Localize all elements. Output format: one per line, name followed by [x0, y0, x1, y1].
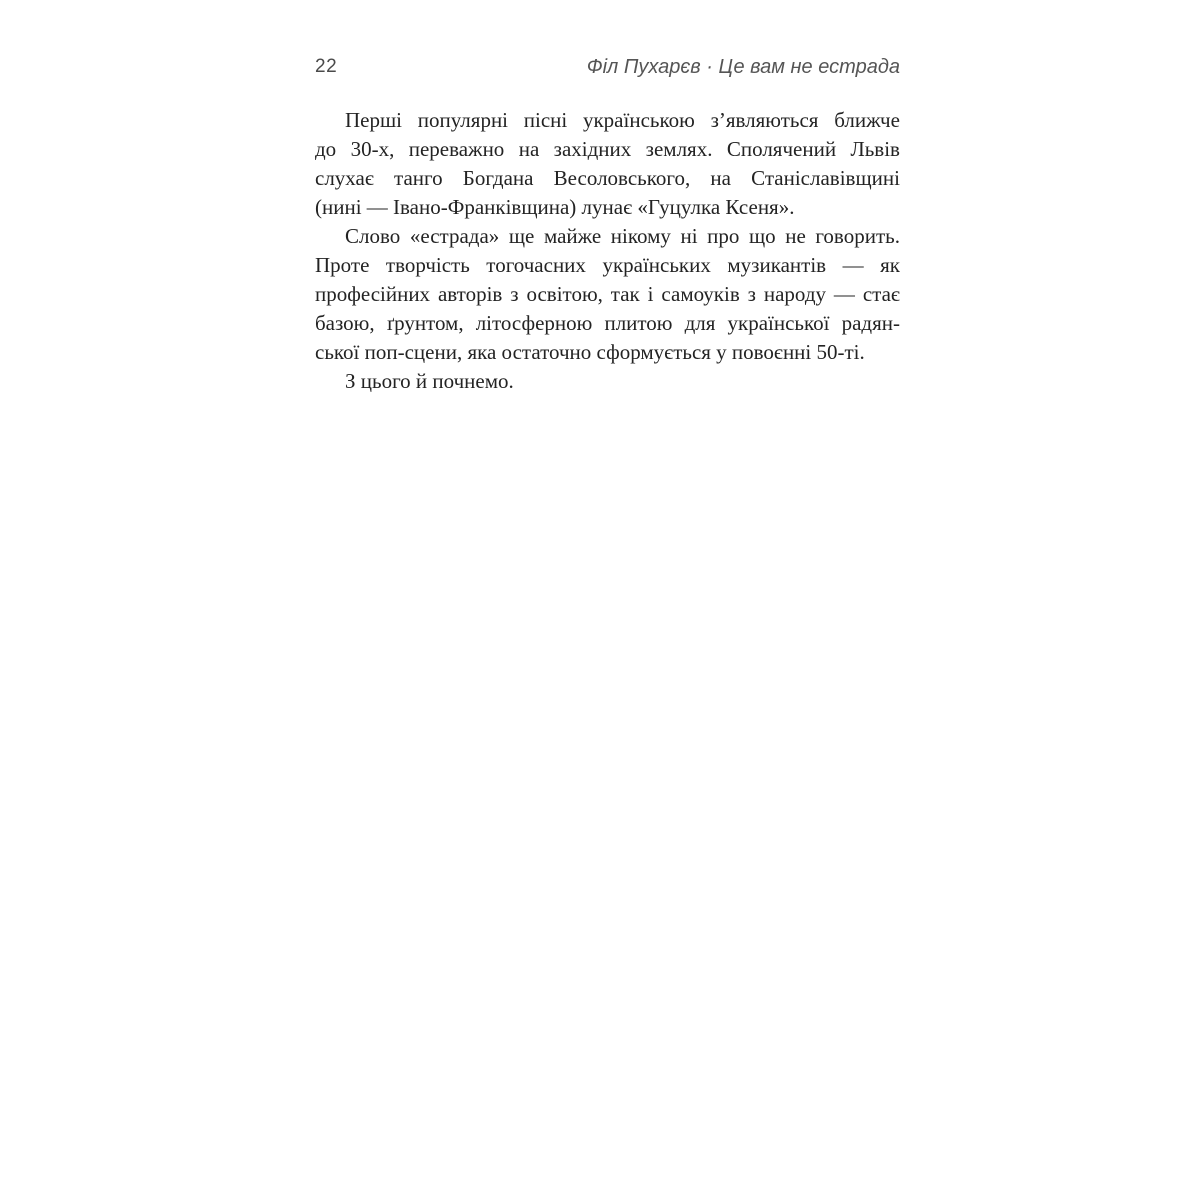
running-title: Філ Пухарєв · Це вам не естрада: [586, 56, 900, 78]
page-body: [315, 106, 900, 396]
text-line: професійних авторів з освітою, так і самоуків з народу — стає: [315, 282, 900, 306]
paragraph: [315, 106, 900, 222]
paragraph: [315, 367, 900, 396]
text-line: З цього й почнемо.: [345, 369, 514, 393]
page-header: [315, 54, 900, 80]
paragraph: [315, 222, 900, 367]
text-line: Проте творчість тогочасних українських музикантів — як: [315, 253, 900, 277]
page-number: 22: [315, 56, 338, 77]
text-line: базою, ґрунтом, літосферною плитою для української радян-: [315, 311, 900, 335]
text-line: до 30-х, переважно на західних землях. Сполячений Львів: [315, 137, 900, 161]
text-line: Перші популярні пісні українською з’являються ближче: [345, 108, 900, 132]
text-line: ської поп-сцени, яка остаточно сформується у повоєнні 50-ті.: [315, 340, 865, 364]
text-line: (нині — Івано-Франківщина) лунає «Гуцулка Ксеня».: [315, 195, 795, 219]
text-line: слухає танго Богдана Весоловського, на Станіславівщині: [315, 166, 900, 190]
text-line: Слово «естрада» ще майже нікому ні про що не говорить.: [345, 224, 900, 248]
